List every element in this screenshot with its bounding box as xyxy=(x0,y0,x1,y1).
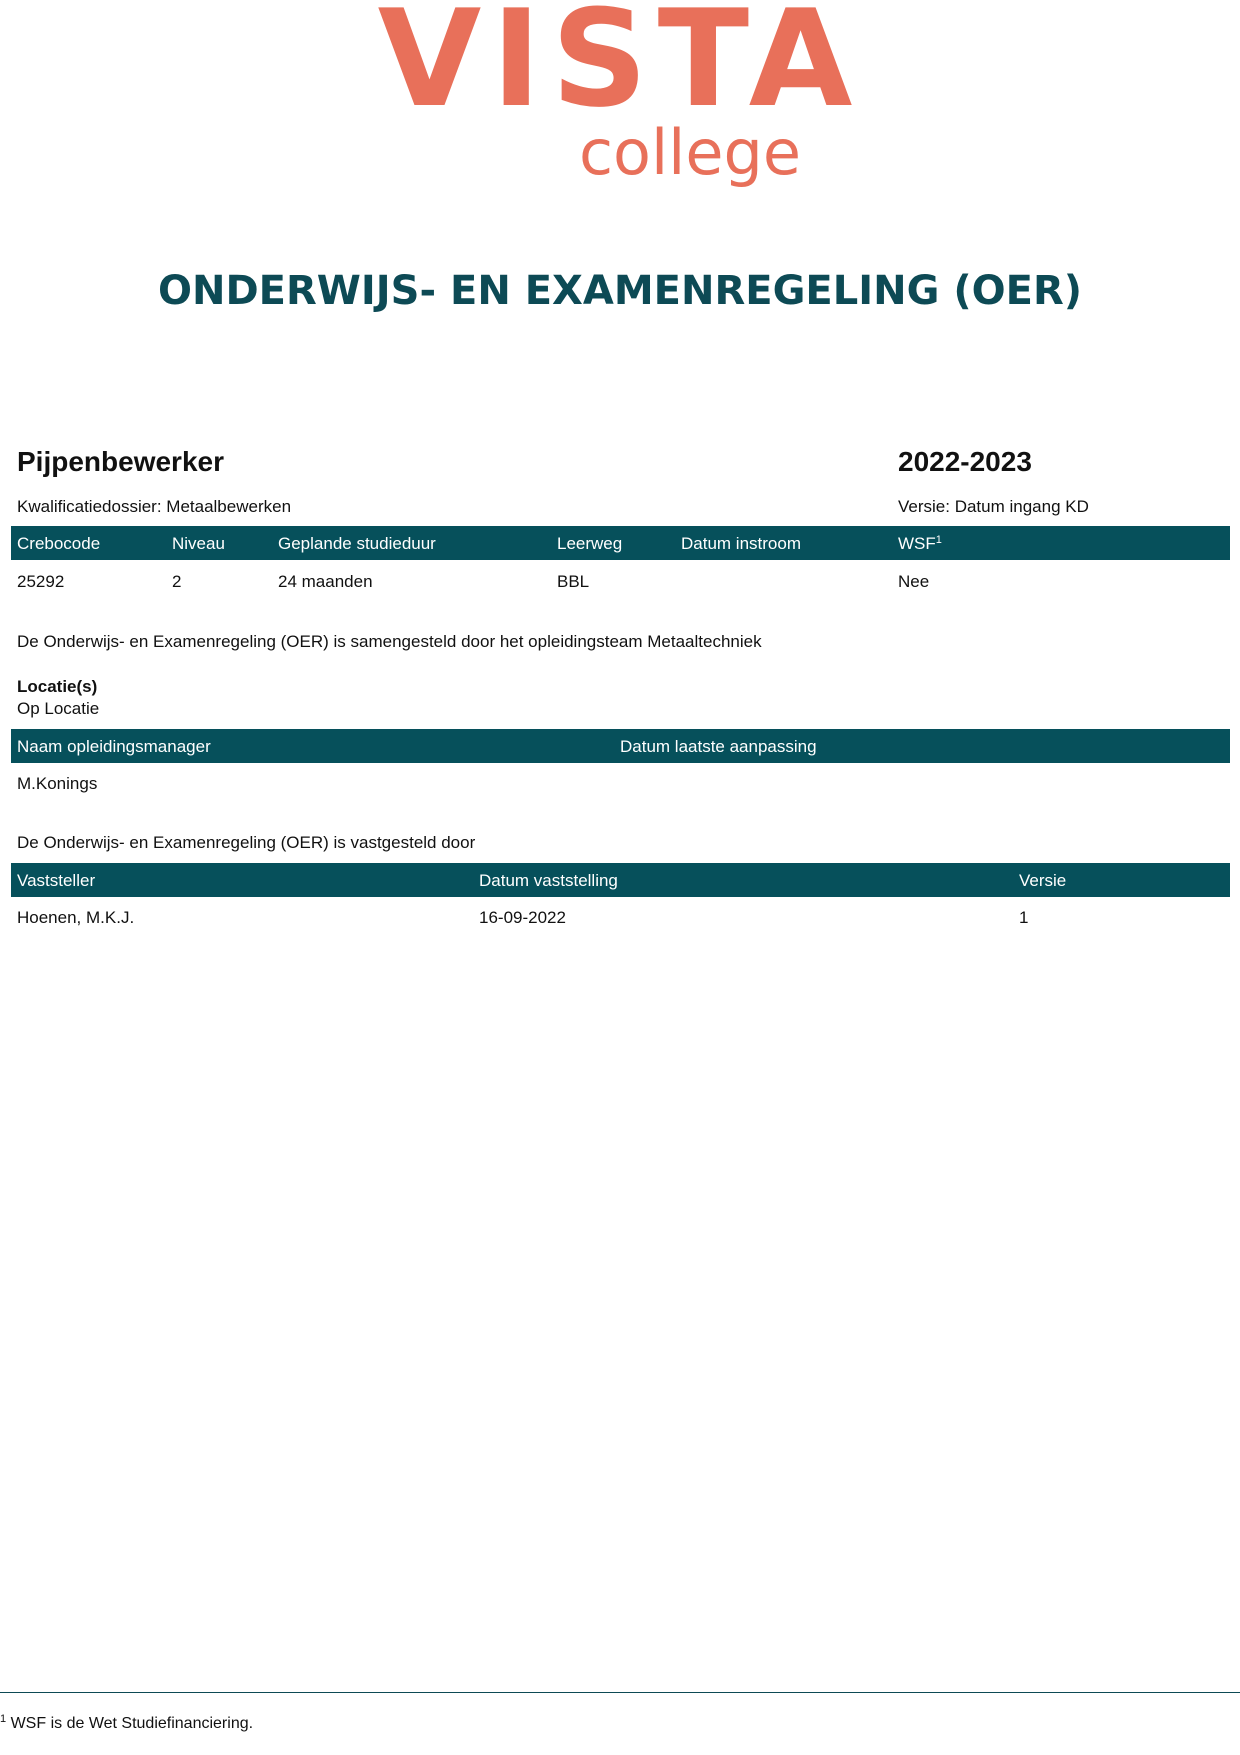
locations-label: Locatie(s) xyxy=(17,677,98,696)
version-label: Versie: Datum ingang KD xyxy=(898,497,1089,516)
document-title: ONDERWIJS- EN EXAMENREGELING (OER) xyxy=(157,268,1083,314)
footnote-text: WSF is de Wet Studiefinanciering. xyxy=(10,1715,254,1732)
establish-table-header xyxy=(11,863,1230,897)
header-datum-instroom: Datum instroom xyxy=(681,534,801,553)
header-wsf xyxy=(898,534,942,554)
logo-subtitle: college xyxy=(578,116,802,189)
header-versie: Versie xyxy=(1019,871,1067,890)
details-table-row xyxy=(11,564,1230,598)
manager-table-header xyxy=(11,729,1230,763)
header-vaststeller: Vaststeller xyxy=(17,871,96,890)
header-crebocode: Crebocode xyxy=(17,534,101,553)
program-name: Pijpenbewerker xyxy=(17,446,224,477)
footnote-number: 1 xyxy=(0,1713,7,1725)
header-laatste-aanpassing: Datum laatste aanpassing xyxy=(620,737,817,756)
composed-by-text: De Onderwijs- en Examenregeling (OER) is samengesteld door het opleidingsteam Metaaltechniek xyxy=(17,632,762,651)
establish-table-row xyxy=(11,900,1230,934)
header-wsf-label: WSF xyxy=(898,534,936,553)
header-niveau: Niveau xyxy=(172,534,225,553)
vista-college-logo xyxy=(360,0,880,205)
footnote-divider xyxy=(0,1692,1240,1693)
cell-crebocode: 25292 xyxy=(17,572,65,591)
manager-table-row xyxy=(11,766,1230,800)
footnote-marker: 1 xyxy=(935,534,942,546)
cell-leerweg: BBL xyxy=(557,572,590,591)
header-studieduur: Geplande studieduur xyxy=(278,534,436,553)
cell-wsf: Nee xyxy=(898,572,930,591)
footnote xyxy=(0,1713,253,1733)
cell-studieduur: 24 maanden xyxy=(278,572,373,591)
logo-wordmark: VISTA xyxy=(377,0,863,137)
header-leerweg: Leerweg xyxy=(557,534,623,553)
cell-datum-vaststelling: 16-09-2022 xyxy=(479,908,566,927)
locations-value: Op Locatie xyxy=(17,699,100,718)
cell-niveau: 2 xyxy=(172,572,182,591)
qualification-file: Kwalificatiedossier: Metaalbewerken xyxy=(17,497,292,516)
cell-versie: 1 xyxy=(1019,908,1029,927)
established-by-text: De Onderwijs- en Examenregeling (OER) is vastgesteld door xyxy=(17,833,476,852)
cell-vaststeller: Hoenen, M.K.J. xyxy=(17,908,135,927)
cell-opleidingsmanager: M.Konings xyxy=(17,774,98,793)
header-opleidingsmanager: Naam opleidingsmanager xyxy=(17,737,211,756)
details-table-header xyxy=(11,526,1230,560)
academic-year: 2022-2023 xyxy=(898,446,1032,477)
header-datum-vaststelling: Datum vaststelling xyxy=(479,871,618,890)
